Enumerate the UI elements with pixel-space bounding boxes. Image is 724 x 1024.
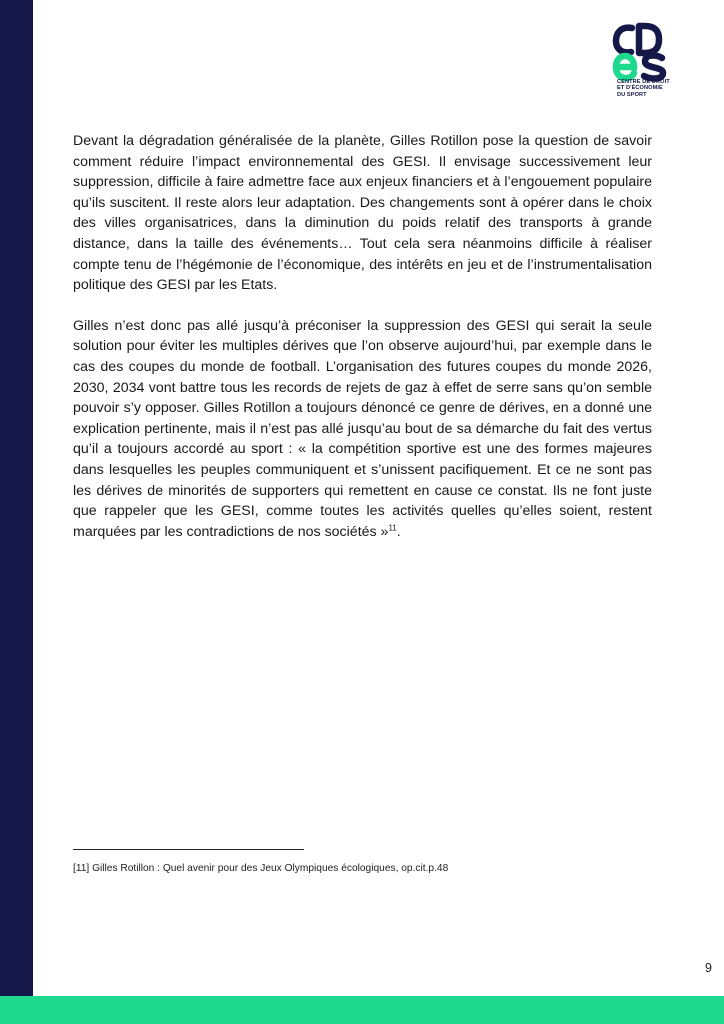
paragraph-2 [73,316,652,543]
footnote: [11] Gilles Rotillon : Quel avenir pour des Jeux Olympiques écologiques, op.cit.p.48 [73,863,449,874]
logo-caption-line-2: ET D'ÉCONOMIE [617,85,663,92]
logo-caption-line-1: CENTRE DE DROIT [617,79,670,85]
footnote-divider [73,849,304,850]
main-text [73,131,652,562]
paragraph-1: Devant la dégradation généralisée de la planète, Gilles Rotillon pose la question de savoir comment réduire l’impact environnemental des GESI. Il envisage successivement leur suppression, difficile à faire admettre face aux enjeux financiers et à l’engouement populaire qu’ils suscitent. Il reste alors leur adaptation. Des changements sont à opérer dans le choix des villes organisatrices, dans la diminution du poids relatif des transports à grande distance, dans la taille des événements… Tout cela sera néanmoins difficile à réaliser compte tenu de l’hégémonie de l’économique, des intérêts en jeu et de l’instrumentalisation politique des GESI par les Etats. [73,133,652,294]
bottom-green-band [0,996,724,1024]
logo-caption [617,79,670,98]
paragraph-2-end: . [396,523,401,540]
left-sidebar-band [0,0,33,996]
footnote-reference[interactable]: 11 [388,522,397,532]
page-number: 9 [705,961,712,975]
logo-caption-line-3: DU SPORT [617,91,647,98]
paragraph-2-text: Gilles n’est donc pas allé jusqu’à préconiser la suppression des GESI qui serait la seule solution pour éviter les multiples dérives que l’on observe aujourd’hui, par exemple dans le cas des coupes du monde de football. L’organisation des futures coupes du monde 2026, 2030, 2034 vont battre tous les records de rejets de gaz à effet de serre sans qu’on semble pouvoir s’y opposer. Gilles Rotillon a toujours dénoncé ce genre de dérives, en a donné une explication pertinente, mais il n’est pas allé jusqu’au bout de sa démarche du fait des vertus qu’il a toujours accordé au sport : « la compétition sportive est une des formes majeures dans lesquelles les peuples communiquent et s’unissent pacifiquement. Et ce ne sont pas les dérives de minorités de supporters qui remettent en cause ce constat. Ils ne font juste que rappeler que les GESI, comme toutes les activités quelles qu’elles soient, restent marquées par les contradictions de nos sociétés » [73,317,652,540]
